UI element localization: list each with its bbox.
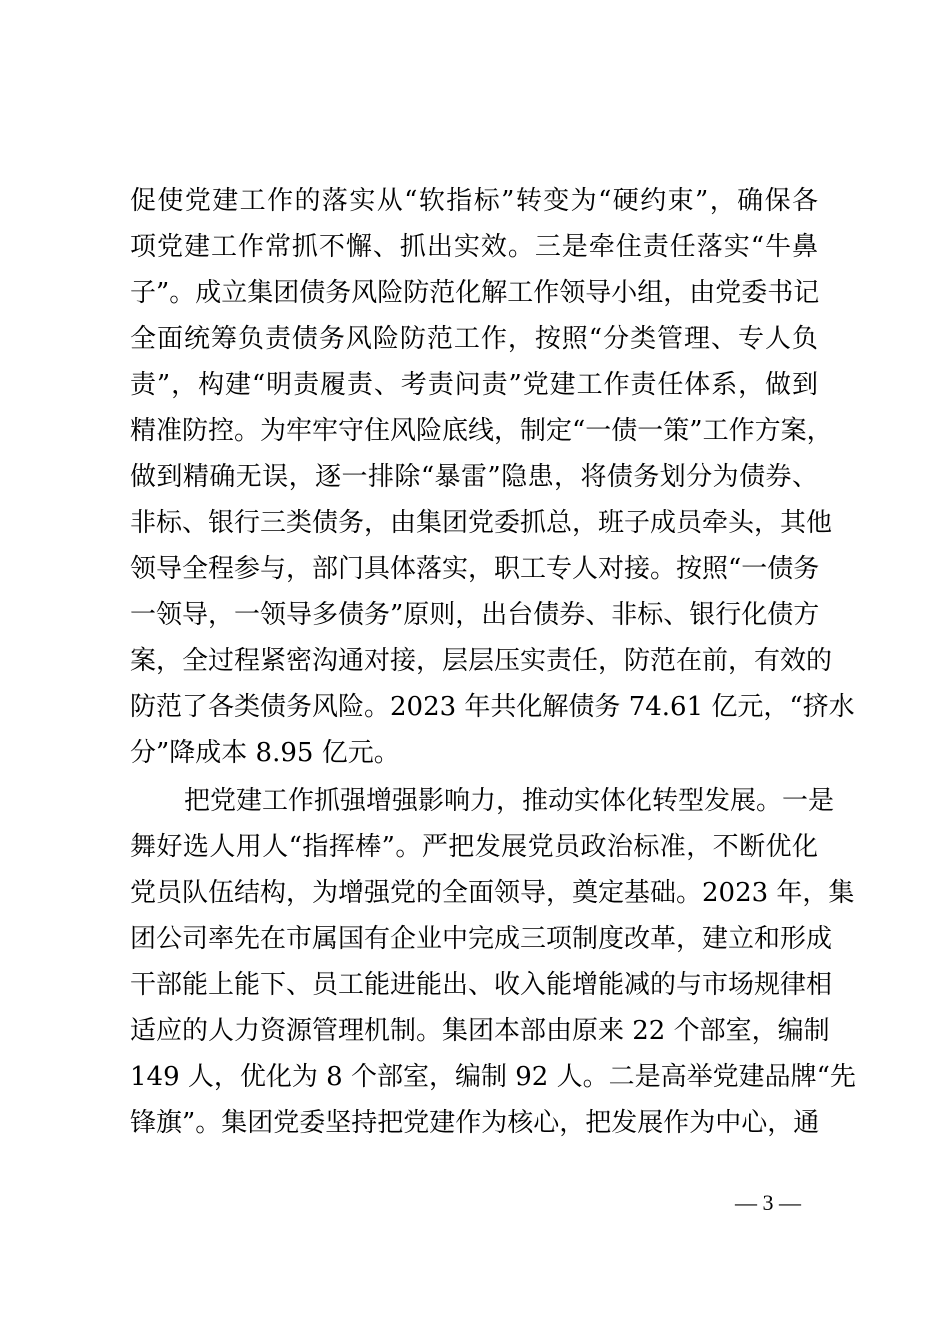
document-body	[130, 178, 856, 1146]
text-line: 项党建工作常抓不懈、抓出实效。三是牵住责任落实“牛鼻	[130, 232, 818, 262]
text-line: 防范了各类债务风险。2023 年共化解债务 74.61 亿元，“挤水	[130, 692, 855, 722]
text-line: 促使党建工作的落实从“软指标”转变为“硬约束”，确保各	[130, 186, 818, 216]
text-line: 精准防控。为牢牢守住风险底线，制定“一债一策”工作方案，	[130, 416, 833, 446]
text-line: 干部能上能下、员工能进能出、收入能增能减的与市场规律相	[130, 970, 833, 1000]
text-line: 锋旗”。集团党委坚持把党建作为核心，把发展作为中心，通	[130, 1108, 820, 1138]
paragraph	[130, 178, 855, 776]
page-number: — 3 —	[735, 1190, 801, 1215]
text-line: 党员队伍结构，为增强党的全面领导，奠定基础。2023 年，集	[130, 878, 855, 908]
text-line: 领导全程参与，部门具体落实，职工专人对接。按照“一债务	[130, 554, 820, 584]
text-line: 子”。成立集团债务风险防范化解工作领导小组，由党委书记	[130, 278, 820, 308]
text-line: 适应的人力资源管理机制。集团本部由原来 22 个部室，编制	[130, 1016, 830, 1046]
text-line: 把党建工作抓强增强影响力，推动实体化转型发展。一是	[184, 786, 835, 816]
text-line: 一领导，一领导多债务”原则，出台债券、非标、银行化债方	[130, 600, 820, 630]
text-line: 做到精确无误，逐一排除“暴雷”隐患，将债务划分为债券、	[130, 462, 818, 492]
text-line: 责”，构建“明责履责、考责问责”党建工作责任体系，做到	[130, 370, 818, 400]
text-line: 案，全过程紧密沟通对接，层层压实责任，防范在前，有效的	[130, 646, 833, 676]
text-line: 分”降成本 8.95 亿元。	[130, 738, 400, 768]
text-line: 团公司率先在市属国有企业中完成三项制度改革，建立和形成	[130, 924, 833, 954]
text-line: 舞好选人用人“指挥棒”。严把发展党员政治标准，不断优化	[130, 832, 818, 862]
text-line: 149 人，优化为 8 个部室，编制 92 人。二是高举党建品牌“先	[130, 1062, 856, 1092]
paragraph	[130, 778, 856, 1146]
text-line: 全面统筹负责债务风险防范工作，按照“分类管理、专人负	[130, 324, 818, 354]
text-line: 非标、银行三类债务，由集团党委抓总，班子成员牵头，其他	[130, 508, 833, 538]
